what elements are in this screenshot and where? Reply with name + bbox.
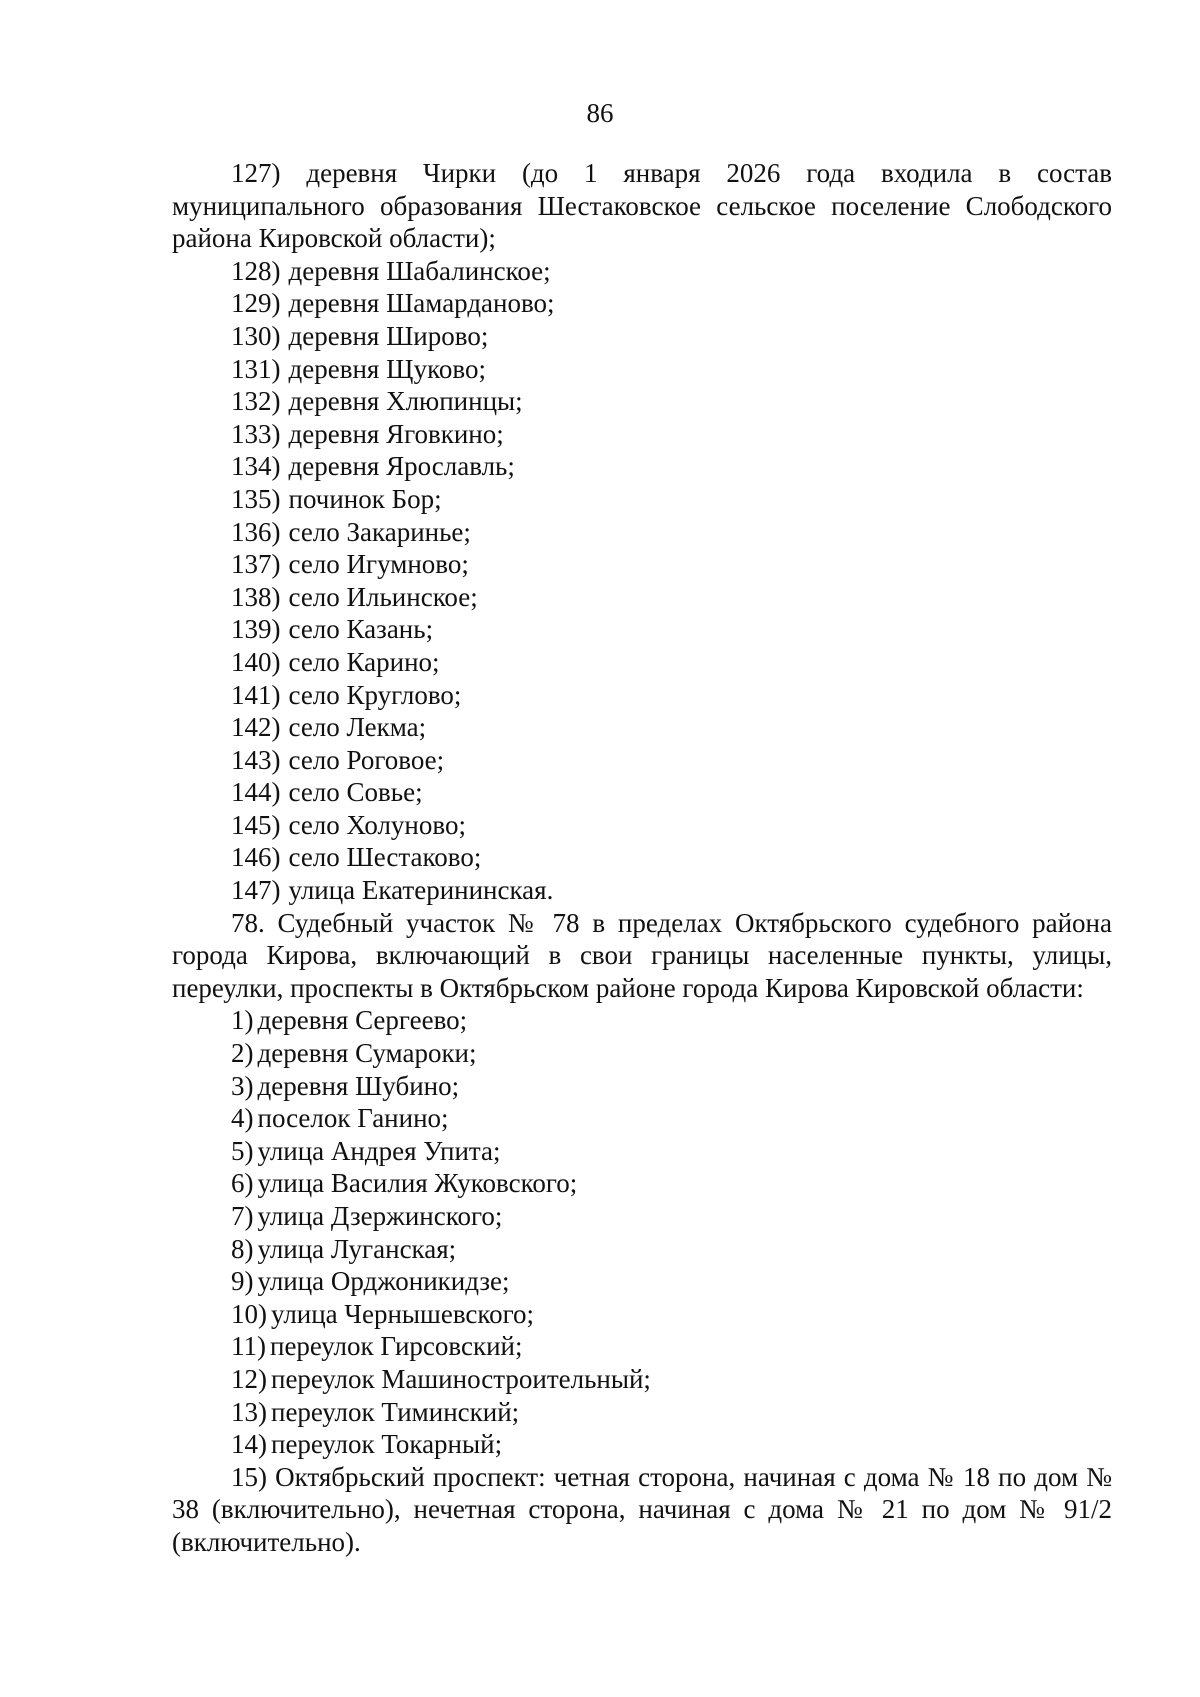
list-item-text: улица Василия Жуковского;	[257, 1168, 578, 1199]
list-item-text: улица Андрея Упита;	[257, 1135, 501, 1166]
list-item	[172, 1265, 1112, 1298]
list-item-number: 2)	[231, 1038, 254, 1069]
list-item	[172, 1070, 1112, 1103]
list-item-text: село Совье;	[288, 777, 423, 808]
list-item-number: 141)	[231, 679, 281, 710]
list-item-number: 3)	[231, 1070, 254, 1101]
list-item	[172, 1298, 1112, 1331]
list-item-text: село Круглово;	[288, 679, 462, 710]
list-item-number: 11)	[231, 1331, 266, 1362]
item-127-paragraph: 127) деревня Чирки (до 1 января 2026 года входила в состав муниципального образования Шестаковское сельское поселение Слободского района Кировской области);	[172, 158, 1112, 254]
list-item-number: 137)	[231, 549, 281, 580]
list-item	[172, 711, 1112, 744]
list-item-number: 130)	[231, 320, 281, 351]
list-item-text: деревня Шамарданово;	[288, 288, 555, 319]
list-item	[172, 874, 1112, 907]
list-item	[172, 418, 1112, 451]
list-item-text: деревня Шубино;	[257, 1070, 460, 1101]
list-item-text: село Холуново;	[288, 809, 466, 840]
list-item-number: 128)	[231, 255, 281, 286]
list-item	[172, 776, 1112, 809]
list-item-text: деревня Ярославль;	[288, 451, 515, 482]
list-item	[172, 613, 1112, 646]
item-15-paragraph: 15) Октябрьский проспект: четная сторона, начиная с дома № 18 по дом № 38 (включительно), нечетная сторона, начиная с дома № 21 по дом № 91/2 (включительно).	[172, 1461, 1112, 1557]
list-item	[172, 450, 1112, 483]
list-item	[172, 646, 1112, 679]
list-item-text: улица Екатерининская.	[288, 875, 554, 906]
document-body	[172, 157, 1112, 1559]
list-item-number: 143)	[231, 744, 281, 775]
list-item	[172, 1037, 1112, 1070]
list-item-number: 6)	[231, 1168, 254, 1199]
list-item-text: село Шестаково;	[288, 842, 482, 873]
list-item	[172, 1396, 1112, 1429]
list-item-number: 12)	[231, 1363, 267, 1394]
list-item-text: село Роговое;	[288, 744, 445, 775]
list-item-text: поселок Ганино;	[257, 1103, 449, 1134]
list-item	[172, 1200, 1112, 1233]
list-item	[172, 1428, 1112, 1461]
list-item-text: улица Луганская;	[257, 1233, 457, 1264]
list-item-text: деревня Хлюпинцы;	[288, 386, 523, 417]
settlement-list-b	[172, 1004, 1112, 1460]
list-item-text: деревня Широво;	[288, 320, 489, 351]
list-item-number: 7)	[231, 1201, 254, 1231]
list-item	[172, 1363, 1112, 1396]
list-item	[172, 744, 1112, 777]
list-item-number: 145)	[231, 809, 281, 840]
list-item-text: село Лекма;	[288, 712, 427, 743]
list-item-number: 132)	[231, 386, 281, 417]
court-section-78-heading: 78. Судебный участок № 78 в пределах Октябрьского судебного района города Кирова, включающий в свои границы населенные пункты, улицы, переулки, проспекты в Октябрьском районе города Кирова Кировской области:	[172, 907, 1112, 1003]
list-item-number: 146)	[231, 842, 281, 873]
list-item	[172, 1167, 1112, 1200]
list-item-number: 144)	[231, 777, 281, 808]
list-item-text: улица Дзержинского;	[257, 1201, 503, 1231]
list-item-number: 9)	[231, 1266, 254, 1297]
list-item-text: деревня Шабалинское;	[288, 255, 551, 286]
list-item-text: улица Чернышевского;	[271, 1298, 535, 1329]
list-item-text: переулок Машиностроительный;	[271, 1363, 651, 1394]
list-item-number: 133)	[231, 418, 281, 449]
page-number: 86	[586, 98, 614, 128]
list-item-text: переулок Гирсовский;	[270, 1331, 523, 1362]
list-item	[172, 1135, 1112, 1168]
list-item-text: переулок Тиминский;	[271, 1396, 520, 1427]
list-item	[172, 841, 1112, 874]
list-item	[172, 320, 1112, 353]
list-item-number: 147)	[231, 875, 281, 906]
list-item-number: 131)	[231, 353, 281, 384]
list-item-number: 14)	[231, 1429, 267, 1460]
list-item-text: село Игумново;	[288, 549, 469, 580]
list-item-number: 8)	[231, 1233, 254, 1264]
list-item-text: улица Орджоникидзе;	[257, 1266, 510, 1297]
list-item-number: 140)	[231, 646, 281, 677]
list-item-text: село Закаринье;	[288, 516, 471, 547]
list-item-text: село Казань;	[288, 614, 434, 645]
list-item-text: село Ильинское;	[288, 581, 478, 612]
list-item-number: 5)	[231, 1135, 254, 1166]
list-item-text: деревня Сумароки;	[257, 1038, 477, 1069]
list-item	[172, 809, 1112, 842]
list-item	[172, 1102, 1112, 1135]
list-item	[172, 548, 1112, 581]
list-item-text: село Карино;	[288, 646, 440, 677]
list-item-number: 138)	[231, 581, 281, 612]
list-item-text: деревня Сергеево;	[257, 1005, 468, 1036]
list-item-number: 134)	[231, 451, 281, 482]
list-item-number: 10)	[231, 1298, 267, 1329]
list-item	[172, 679, 1112, 712]
list-item-text: переулок Токарный;	[271, 1429, 503, 1460]
list-item-number: 129)	[231, 288, 281, 319]
list-item	[172, 581, 1112, 614]
list-item	[172, 353, 1112, 386]
list-item	[172, 1233, 1112, 1266]
list-item	[172, 385, 1112, 418]
list-item-text: деревня Яговкино;	[288, 418, 504, 449]
list-item	[172, 1004, 1112, 1037]
list-item	[172, 287, 1112, 320]
list-item-number: 1)	[231, 1005, 254, 1036]
list-item	[172, 255, 1112, 288]
list-item-text: починок Бор;	[288, 483, 442, 514]
list-item-number: 142)	[231, 712, 281, 743]
list-item-number: 139)	[231, 614, 281, 645]
list-item	[172, 516, 1112, 549]
settlement-list-a	[172, 255, 1112, 907]
list-item-text: деревня Щуково;	[288, 353, 486, 384]
list-item	[172, 1330, 1112, 1363]
list-item-number: 135)	[231, 483, 281, 514]
list-item	[172, 483, 1112, 516]
list-item-number: 136)	[231, 516, 281, 547]
list-item-number: 13)	[231, 1396, 267, 1427]
list-item-number: 4)	[231, 1103, 254, 1134]
